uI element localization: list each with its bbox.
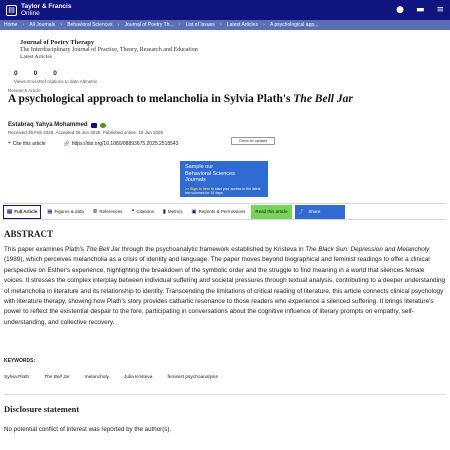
- bar-chart-icon: ▮: [162, 208, 166, 215]
- altmetric-count[interactable]: 0: [53, 70, 57, 77]
- tab-metrics[interactable]: ▮ Metrics: [162, 208, 183, 215]
- breadcrumb-separator: ›: [22, 22, 25, 28]
- journal-name[interactable]: Journal of Poetry Therapy: [20, 39, 95, 46]
- breadcrumb-current: A psychological app...: [269, 22, 319, 28]
- references-icon: ≣: [92, 208, 98, 215]
- journal-header: [20, 39, 198, 60]
- share-icon: ⤴: [298, 208, 304, 214]
- tab-figures[interactable]: ▦ Figures & data: [47, 208, 84, 215]
- read-this-article-button[interactable]: Read this article: [251, 205, 291, 219]
- breadcrumb-behavioral-sciences[interactable]: Behavioral Sciences: [67, 22, 113, 28]
- promo-small: >> Sign in here to start your access to the latest two volumes for 14 days: [185, 186, 261, 195]
- journal-subtitle: The Interdisciplinary Journal of Practice, Theory, Research and Education: [20, 47, 198, 53]
- article-dates: Received 25 Feb 2025, Accepted 06 Jun 2025, Published online: 15 Jun 2025: [8, 130, 164, 135]
- breadcrumb-list-of-issues[interactable]: List of Issues: [185, 22, 215, 28]
- link-icon: 🔗: [63, 141, 70, 147]
- check-for-updates-button[interactable]: Check for updates: [231, 137, 275, 145]
- email-icon[interactable]: [91, 123, 97, 128]
- citations-icon: ❝: [131, 208, 135, 215]
- doi-link[interactable]: 🔗 https://doi.org/10.1080/08893675.2025.2518543: [63, 141, 179, 147]
- keyword-link[interactable]: melancholy: [84, 375, 109, 380]
- brand-name: Taylor & Francis: [21, 3, 72, 10]
- tab-full-article[interactable]: ▤ Full Article: [3, 205, 41, 219]
- tf-logo-icon: ▤: [6, 5, 17, 16]
- image-icon: ▦: [47, 208, 53, 215]
- breadcrumb-home[interactable]: Home: [4, 22, 18, 28]
- tab-citations[interactable]: ❝ Citations: [131, 208, 154, 215]
- article-metrics: [14, 70, 57, 77]
- keywords-list: [4, 375, 218, 380]
- menu-icon[interactable]: ≡: [436, 5, 444, 15]
- quote-icon: ❝: [8, 141, 11, 147]
- brand[interactable]: [6, 3, 71, 17]
- breadcrumb-separator: ›: [262, 22, 265, 28]
- keyword-link[interactable]: feminist psychoanalysis: [167, 375, 218, 380]
- breadcrumb: [0, 20, 450, 30]
- article-title-italic: The Bell Jar: [293, 93, 353, 105]
- breadcrumb-latest-articles[interactable]: Latest Articles: [226, 22, 258, 28]
- user-icon[interactable]: ●: [396, 5, 404, 15]
- breadcrumb-separator: ›: [219, 22, 222, 28]
- latest-articles-label: Latest Articles: [20, 54, 52, 60]
- sign-in-link[interactable]: >> Sign in here: [185, 186, 211, 191]
- keywords-heading: KEYWORDS:: [4, 358, 36, 364]
- author-name[interactable]: Estabraq Yahya Mohammed: [8, 122, 88, 128]
- orcid-icon[interactable]: [100, 123, 106, 128]
- abstract-text: This paper examines Plath's The Bell Jar through the psychoanalytic framework established by Kristeva in The Black Sun: Depression and Melancholy (1989), which perceives melancholia as a crisis of identity and language. The paper moves beyond biographical and feminist readings to offer a clinical perspective on Esther's experience, highlighting the breakdown of the symbolic order and the struggle to find meaning in a world that silences female voices. It stresses the complex interplay between individual suffering and societal pressures through textual analysis, contributing to a deeper understanding of melancholia in literature and its relationship to identity. Transcending the limitations of critical reading of literature, this article connects clinical psychology with literature therapy, showing how Plath's story provides cathartic resonance to those readers who experience a silenced suffering. It brings literature's power to reflect the existential despair to the fore, participating in conversations about the cognitive influence of literary prompts on empathy, self-understanding, and collective recovery.: [4, 246, 446, 326]
- abstract-heading: ABSTRACT: [4, 229, 54, 239]
- top-bar: [0, 0, 450, 20]
- article-title: [8, 93, 444, 106]
- section-divider: [4, 394, 446, 395]
- breadcrumb-separator: ›: [117, 22, 120, 28]
- lock-icon: ▣: [191, 208, 197, 215]
- cite-this-article-link[interactable]: ❝ Cite this article: [8, 141, 46, 147]
- document-icon: ▤: [7, 208, 13, 215]
- header-icons: [396, 5, 444, 15]
- keyword-link[interactable]: The Bell Jar: [44, 375, 70, 380]
- share-button[interactable]: ⤴ Share: [295, 205, 345, 219]
- disclosure-heading: Disclosure statement: [4, 404, 80, 414]
- views-count: 0: [14, 70, 18, 77]
- promo-banner[interactable]: [180, 161, 268, 197]
- breadcrumb-separator: ›: [178, 22, 181, 28]
- article-title-main: A psychological approach to melancholia in Sylvia Plath's: [8, 93, 294, 105]
- promo-line2: Behavioral Sciences: [185, 170, 235, 177]
- disclosure-text: No potential conflict of interest was reported by the author(s).: [4, 426, 172, 433]
- author-line: [8, 122, 106, 128]
- keyword-link[interactable]: Julia Kristeva: [123, 375, 153, 380]
- tab-reprints[interactable]: ▣ Reprints & Permissions: [191, 208, 246, 215]
- article-type: Research Article: [8, 88, 41, 93]
- cite-row: [8, 141, 179, 147]
- breadcrumb-separator: ›: [60, 22, 63, 28]
- metrics-label: Views CrossRef citations to date Altmetric: [14, 79, 98, 84]
- tab-references[interactable]: ≣ References: [92, 208, 123, 215]
- promo-line1: Sample our: [185, 164, 214, 170]
- promo-line3: Journals: [185, 177, 206, 183]
- breadcrumb-journal[interactable]: Journal of Poetry Th...: [124, 22, 174, 28]
- article-tabs: [3, 203, 447, 220]
- cart-icon[interactable]: ▬: [415, 5, 425, 15]
- brand-sub: Online: [21, 10, 40, 17]
- keyword-link[interactable]: Sylvia Plath: [4, 375, 30, 380]
- crossref-count: 0: [33, 70, 38, 77]
- breadcrumb-all-journals[interactable]: All Journals: [29, 22, 56, 28]
